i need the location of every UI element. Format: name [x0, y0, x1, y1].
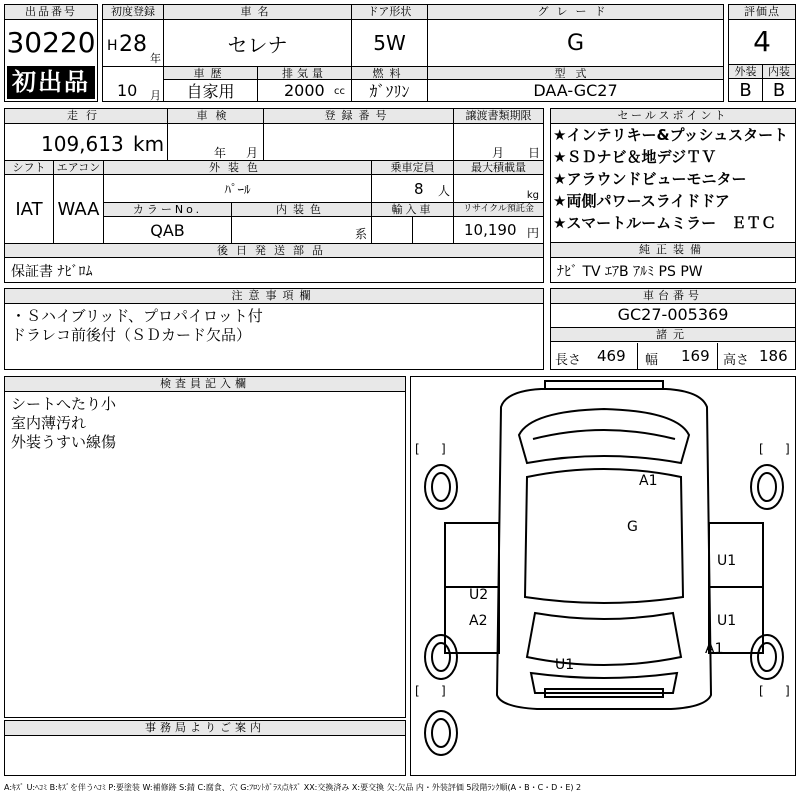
svg-text:]: ]	[441, 442, 446, 456]
transfer-day-unit: 日	[528, 146, 541, 160]
sales-point-2: ★ＳＤナビ＆地デジＴＶ	[553, 148, 717, 166]
import-cell	[371, 217, 453, 243]
model-code: DAA-GC27	[427, 80, 723, 101]
displacement-cell	[257, 80, 351, 101]
int-color-cell	[231, 217, 371, 243]
interior-score: B	[762, 79, 795, 101]
legend: A:ｷｽﾞ U:ﾍｺﾐ B:ｷｽﾞを伴うﾍｺﾐ P:要塗装 W:補修跡 S:錆 C:腐食、穴 G:ﾌﾛﾝﾄｶﾞﾗｽ点ｷｽﾞ XX:交換済み X:要交換 欠:欠品 内・外装評価 5段階ﾗﾝｸ順(A・B・C・D・E) 2	[4, 783, 582, 792]
ext-color-label: 外装色	[103, 160, 371, 175]
aircon-value: WAA	[53, 175, 103, 243]
sales-point-1: ★インテリキー&プッシュスタート	[553, 126, 789, 144]
max-load-cell	[453, 175, 543, 202]
recycle-cell	[453, 217, 543, 243]
int-color-unit: 系	[354, 227, 367, 241]
int-color-label: 内装色	[231, 202, 371, 217]
shift-value: IAT	[15, 198, 43, 220]
damage-a1-lower: A1	[705, 641, 724, 657]
month-unit: 月	[150, 89, 161, 102]
first-listing-badge: 初出品	[7, 66, 95, 99]
displacement-value: 2000	[284, 81, 325, 100]
first-reg-label: 初度登録	[103, 5, 163, 20]
history-value: 自家用	[163, 80, 257, 101]
color-no-value: QAB	[103, 217, 231, 243]
displacement-unit: cc	[334, 86, 345, 97]
width-value: 169	[681, 347, 710, 365]
interior-label: 内装	[762, 64, 795, 79]
score-value: 4	[753, 25, 771, 58]
lot-label: 出品番号	[5, 5, 97, 20]
width-label: 幅	[645, 353, 659, 368]
car-name: セレナ	[163, 20, 351, 66]
reg-number-cell	[263, 124, 453, 160]
inspection-cell	[167, 124, 263, 160]
era-letter: H	[107, 38, 118, 54]
displacement-label: 排気量	[257, 66, 351, 80]
length-value: 469	[597, 347, 626, 365]
capacity-unit: 人	[438, 184, 451, 198]
svg-text:[: [	[415, 684, 420, 698]
capacity-label: 乗車定員	[371, 160, 453, 175]
chassis-number: GC27-005369	[617, 305, 729, 324]
grade-value: G	[427, 20, 723, 66]
ext-color-value: ﾊﾟｰﾙ	[103, 175, 371, 202]
car-name-label: 車名	[163, 5, 351, 20]
damage-g: G	[627, 519, 638, 535]
exterior-label: 外装	[729, 64, 762, 79]
specs-row	[551, 343, 795, 369]
sales-points	[550, 108, 796, 283]
inspector-text: シートへたり小 室内薄汚れ 外装うすい線傷	[11, 395, 117, 451]
sales-points-label: セールスポイント	[551, 109, 795, 124]
recycle-value: 10,190	[464, 221, 517, 239]
capacity-value: 8	[414, 180, 424, 198]
svg-text:]: ]	[441, 684, 446, 698]
inspector-box	[4, 376, 406, 718]
reg-month: 10	[117, 81, 138, 100]
fuel-value: ｶﾞｿﾘﾝ	[351, 80, 427, 101]
door-type: 5W	[351, 20, 427, 66]
car-diagram	[410, 376, 796, 776]
transfer-cell	[453, 124, 543, 160]
score-box	[728, 4, 796, 102]
sales-point-5: ★スマートルームミラー ＥＴＣ	[553, 214, 777, 232]
equipment-value: ﾅﾋﾞ TV ｴｱB ｱﾙﾐ PS PW	[557, 264, 703, 280]
equipment-label: 純正装備	[551, 242, 795, 258]
doors-label: ドア形状	[351, 5, 427, 20]
specs-label: 諸元	[551, 327, 795, 342]
chassis-box	[550, 288, 796, 370]
reg-year: 28	[119, 32, 147, 57]
later-parts-label: 後日発送部品	[5, 243, 543, 258]
office-label: 事務局よりご案内	[5, 721, 405, 736]
model-label: 型式	[427, 66, 723, 80]
notes-box	[4, 288, 544, 370]
reg-month-cell	[103, 66, 163, 101]
lot-number: 30220	[6, 26, 96, 59]
damage-u1-rear: U1	[555, 657, 575, 673]
mileage-value: 109,613	[41, 132, 124, 156]
damage-u2: U2	[469, 587, 489, 603]
year-unit: 年	[150, 52, 161, 65]
first-reg-year	[103, 20, 163, 66]
height-value: 186	[759, 347, 788, 365]
damage-a1-top: A1	[639, 473, 658, 489]
import-label: 輸入車	[371, 202, 453, 217]
mileage-cell	[5, 124, 167, 160]
transfer-month-unit: 月	[492, 146, 505, 160]
grade-label: グレード	[427, 5, 723, 20]
svg-text:[: [	[415, 442, 420, 456]
transfer-label: 譲渡書類期限	[453, 109, 543, 124]
inspection-label: 車検	[167, 109, 263, 124]
max-load-unit: kg	[526, 190, 539, 201]
shift-label: シフト	[5, 160, 53, 175]
score-label: 評価点	[729, 5, 795, 20]
notes-text: ・Ｓハイブリッド、プロパイロット付 ドラレコ前後付（ＳＤカード欠品）	[11, 307, 263, 344]
damage-u1-right-lower: U1	[717, 613, 737, 629]
inspection-month-unit: 月	[246, 146, 259, 160]
history-label: 車歴	[163, 66, 257, 80]
exterior-score: B	[739, 79, 752, 101]
office-box	[4, 720, 406, 776]
damage-u1-right-upper: U1	[717, 553, 737, 569]
svg-text:[: [	[759, 442, 764, 456]
svg-text:]: ]	[785, 684, 790, 698]
lot-box	[4, 4, 98, 102]
color-no-label: カラーNo.	[103, 202, 231, 217]
max-load-label: 最大積載量	[453, 160, 543, 175]
notes-label: 注意事項欄	[5, 289, 543, 304]
mileage-unit: km	[133, 132, 165, 156]
svg-text:[: [	[759, 684, 764, 698]
svg-text:]: ]	[785, 442, 790, 456]
chassis-label: 車台番号	[551, 289, 795, 304]
vehicle-details	[4, 108, 544, 283]
fuel-label: 燃料	[351, 66, 427, 80]
mileage-label: 走行	[5, 109, 167, 124]
inspector-label: 検査員記入欄	[5, 377, 405, 392]
damage-a2: A2	[469, 613, 488, 629]
length-label: 長さ	[555, 353, 582, 368]
sales-point-3: ★アラウンドビューモニター	[553, 170, 747, 188]
car-outline	[411, 377, 795, 775]
reg-number-label: 登録番号	[263, 109, 453, 124]
height-label: 高さ	[723, 353, 750, 368]
recycle-label: リサイクル預託金	[453, 202, 543, 217]
later-parts-value: 保証書 ﾅﾋﾞﾛﾑ	[11, 264, 93, 280]
inspection-year-unit: 年	[214, 146, 227, 160]
sales-point-4: ★両側パワースライドドア	[553, 192, 730, 210]
capacity-cell	[371, 175, 453, 202]
top-info	[102, 4, 724, 102]
recycle-unit: 円	[526, 226, 539, 240]
aircon-label: エアコン	[53, 160, 103, 175]
